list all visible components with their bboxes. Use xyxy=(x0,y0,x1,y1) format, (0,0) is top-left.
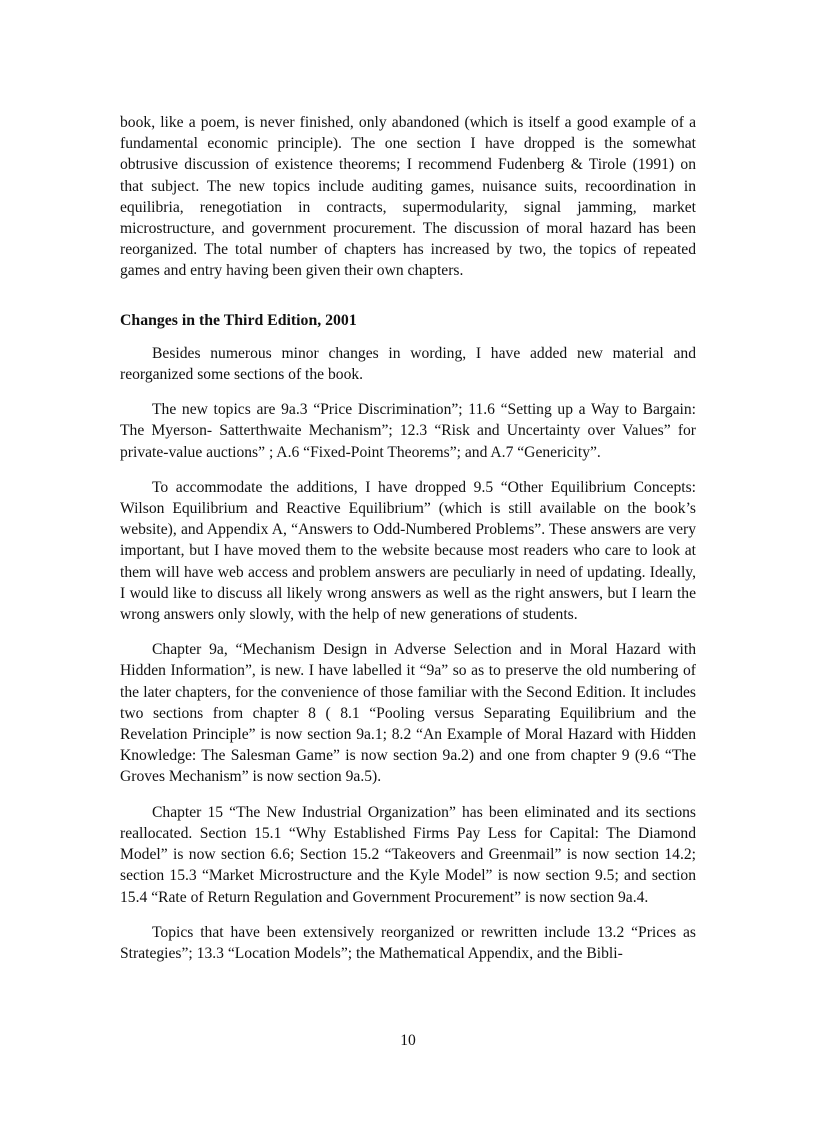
paragraph-minor-changes: Besides numerous minor changes in wording, I have added new material and reorganized some sections of the book. xyxy=(120,344,696,384)
section-heading: Changes in the Third Edition, 2001 xyxy=(120,311,357,329)
paragraph-dropped-sections: To accommodate the additions, I have dropped 9.5 “Other Equilibrium Concepts: Wilson Equilibrium and Reactive Equilibrium” (which is still available on the book’s website), and Appendix A, “Answers to Odd-Numbered Problems”. These answers are very important, but I have moved them to the website because most readers who care to look at them will have web access and problem answers are peculiarly in need of updating. Ideally, I would like to discuss all likely wrong answers as well as the right answers, but I learn the wrong answers only slowly, with the help of new generations of students. xyxy=(120,478,696,624)
paragraph-chapter-15: Chapter 15 “The New Industrial Organization” has been eliminated and its sections reallocated. Section 15.1 “Why Established Firms Pay Less for Capital: The Diamond Model” is now section 6.6; Section 15.2 “Takeovers and Greenmail” is now section 14.2; section 15.3 “Market Microstructure and the Kyle Model” is now section 9.5; and section 15.4 “Rate of Return Regulation and Government Procurement” is now section 9a.4. xyxy=(120,803,696,906)
document-page xyxy=(120,112,696,964)
paragraph-chapter-9a: Chapter 9a, “Mechanism Design in Adverse Selection and in Moral Hazard with Hidden Information”, is new. I have labelled it “9a” so as to preserve the old numbering of the later chapters, for the convenience of those familiar with the Second Edition. It includes two sections from chapter 8 ( 8.1 “Pooling versus Separating Equilibrium and the Revelation Principle” is now section 9a.1; 8.2 “An Example of Moral Hazard with Hidden Knowledge: The Salesman Game” is now section 9a.2) and one from chapter 9 (9.6 “The Groves Mechanism” is now section 9a.5). xyxy=(120,641,696,786)
page-number: 10 xyxy=(400,1032,416,1049)
paragraph-intro-continuation: book, like a poem, is never finished, only abandoned (which is itself a good example of a fundamental economic principle). The one section I have dropped is the somewhat obtrusive discussion of existence theorems; I recommend Fudenberg & Tirole (1991) on that subject. The new topics include auditing games, nuisance suits, recoordination in equilibria, renegotiation in contracts, supermodularity, signal jamming, market microstructure, and government procurement. The discussion of moral hazard has been reorganized. The total number of chapters has increased by two, the topics of repeated games and entry having been given their own chapters. xyxy=(120,114,696,280)
paragraph-reorganized-topics: Topics that have been extensively reorganized or rewritten include 13.2 “Prices as Strategies”; 13.3 “Location Models”; the Mathematical Appendix, and the Bibli- xyxy=(120,923,696,962)
paragraph-new-topics: The new topics are 9a.3 “Price Discrimination”; 11.6 “Setting up a Way to Bargain: The Myerson- Satterthwaite Mechanism”; 12.3 “Risk and Uncertainty over Values” for private-value auctions” ; A.6 “Fixed-Point Theorems”; and A.7 “Genericity”. xyxy=(120,401,696,461)
